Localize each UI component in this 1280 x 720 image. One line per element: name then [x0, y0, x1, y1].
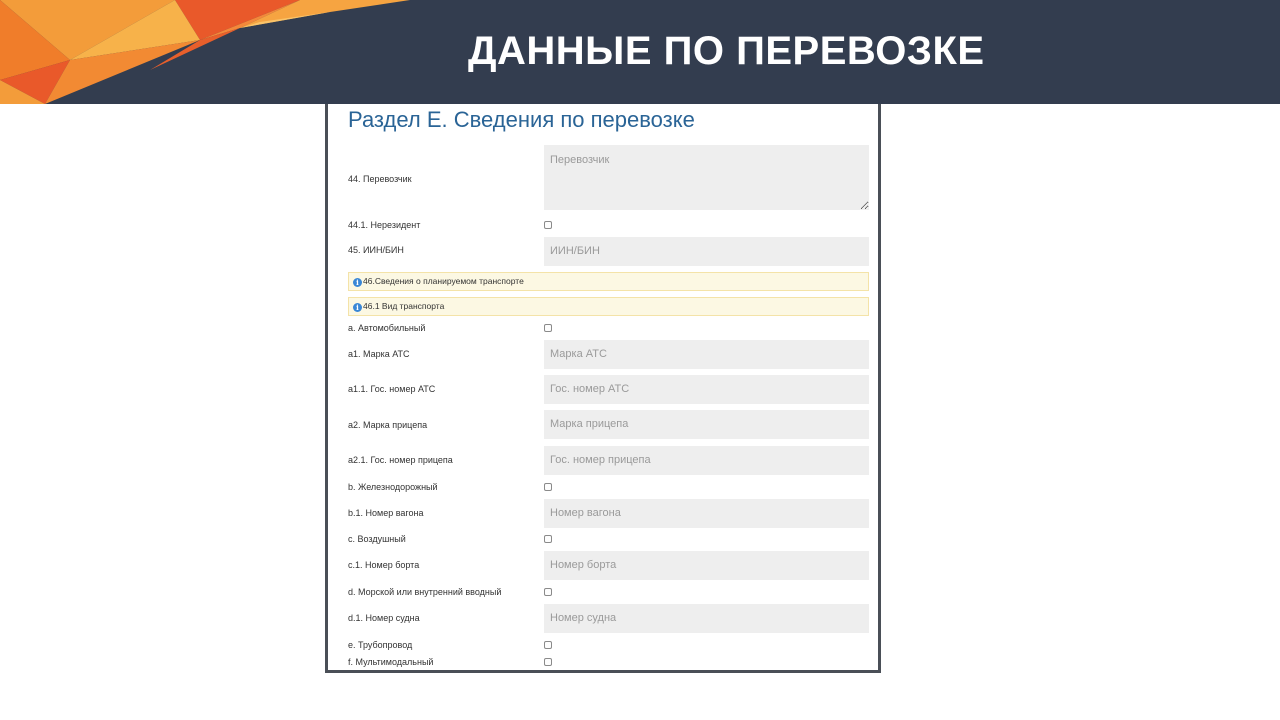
section-title: Раздел Е. Сведения по перевозке [348, 107, 695, 132]
a2-label: a2. Марка прицепа [348, 420, 428, 430]
rail-label: b. Железнодорожный [348, 482, 438, 492]
a2-1-label: a2.1. Гос. номер прицепа [348, 455, 453, 465]
info-planned-transport [348, 272, 869, 291]
decorative-polygons [0, 0, 440, 104]
a1-1-label: a1.1. Гос. номер АТС [348, 384, 436, 394]
info-transport-type-text: 46.1 Вид транспорта [363, 301, 445, 311]
multimodal-label: f. Мультимодальный [348, 657, 434, 667]
a2-1-input[interactable] [544, 446, 869, 475]
air-checkbox[interactable] [544, 535, 552, 543]
nonresident-label: 44.1. Нерезидент [348, 220, 421, 230]
carrier-label: 44. Перевозчик [348, 174, 412, 184]
a1-1-input[interactable] [544, 375, 869, 404]
b1-input[interactable] [544, 499, 869, 528]
pipeline-label: e. Трубопровод [348, 640, 413, 650]
sea-checkbox[interactable] [544, 588, 552, 596]
sea-label: d. Морской или внутренний вводный [348, 587, 502, 597]
info-transport-type [348, 297, 869, 316]
slide-title: ДАННЫЕ ПО ПЕРЕВОЗКЕ [468, 29, 985, 73]
slide-header-banner [0, 0, 1280, 104]
pipeline-checkbox[interactable] [544, 641, 552, 649]
form-screenshot [325, 104, 881, 673]
multimodal-checkbox[interactable] [544, 658, 552, 666]
iin-bin-input[interactable] [544, 237, 869, 266]
info-planned-transport-text: 46.Сведения о планируемом транспорте [363, 276, 524, 286]
nonresident-checkbox[interactable] [544, 221, 552, 229]
auto-label: a. Автомобильный [348, 323, 426, 333]
b1-label: b.1. Номер вагона [348, 508, 424, 518]
air-label: c. Воздушный [348, 534, 406, 544]
iin-bin-label: 45. ИИН/БИН [348, 245, 404, 255]
d1-input[interactable] [544, 604, 869, 633]
info-icon: i [353, 303, 362, 312]
c1-label: c.1. Номер борта [348, 560, 420, 570]
a2-input[interactable] [544, 410, 869, 439]
c1-input[interactable] [544, 551, 869, 580]
d1-label: d.1. Номер судна [348, 613, 420, 623]
info-icon: i [353, 278, 362, 287]
a1-label: a1. Марка АТС [348, 349, 410, 359]
auto-checkbox[interactable] [544, 324, 552, 332]
a1-input[interactable] [544, 340, 869, 369]
carrier-input[interactable] [544, 145, 869, 210]
rail-checkbox[interactable] [544, 483, 552, 491]
